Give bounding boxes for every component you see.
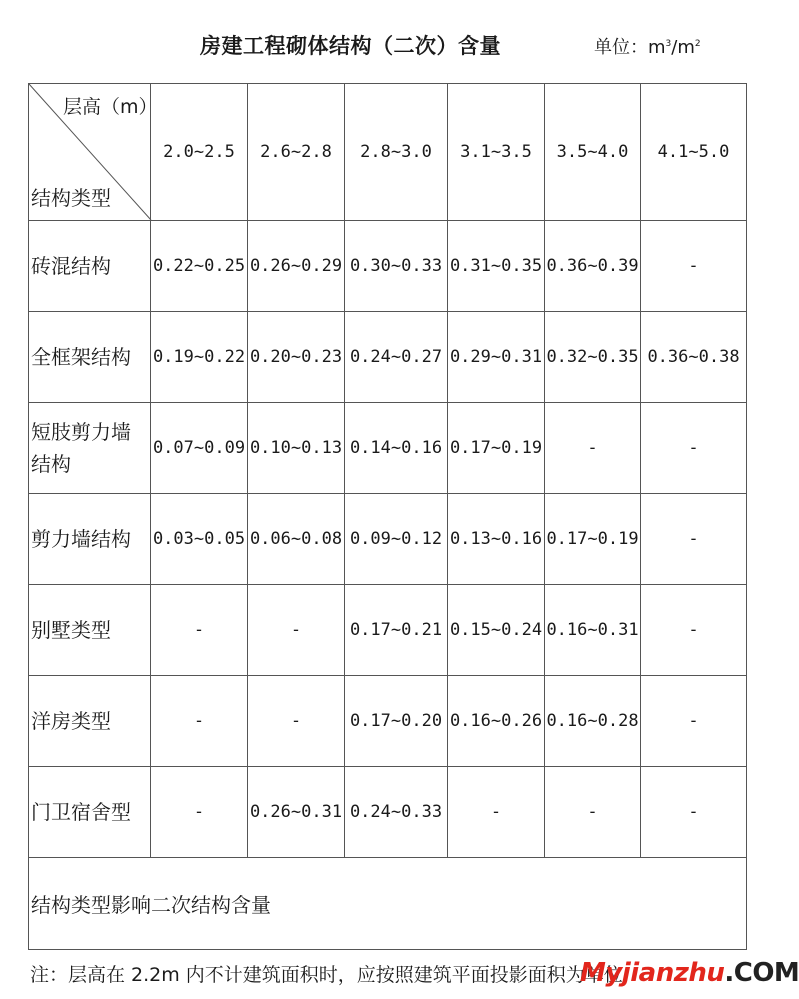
- table-row: [29, 676, 747, 767]
- table-cell: -: [641, 221, 747, 312]
- note-row: [29, 858, 747, 950]
- table-cell: 0.36~0.39: [545, 221, 641, 312]
- column-header: 2.0~2.5: [151, 84, 248, 221]
- footnote: 注：层高在 2.2m 内不计建筑面积时，应按照建筑平面投影面积为单位: [30, 964, 623, 986]
- column-header: 3.1~3.5: [448, 84, 545, 221]
- table-cell: 0.30~0.33: [345, 221, 448, 312]
- table-cell: -: [151, 767, 248, 858]
- note-cell: 结构类型影响二次结构含量: [29, 858, 747, 950]
- table-row: [29, 585, 747, 676]
- row-label: 砖混结构: [29, 221, 151, 312]
- table-cell: 0.20~0.23: [248, 312, 345, 403]
- column-header: 4.1~5.0: [641, 84, 747, 221]
- table-cell: 0.19~0.22: [151, 312, 248, 403]
- table-cell: 0.03~0.05: [151, 494, 248, 585]
- table-cell: -: [248, 585, 345, 676]
- table-cell: 0.29~0.31: [448, 312, 545, 403]
- unit-label: 单位：$m^3/m^2$: [594, 37, 701, 58]
- table-row: [29, 767, 747, 858]
- table-cell: 0.06~0.08: [248, 494, 345, 585]
- table-cell: -: [545, 403, 641, 494]
- column-header: 2.8~3.0: [345, 84, 448, 221]
- document-title: 房建工程砌体结构（二次）含量: [200, 34, 501, 58]
- table-row: [29, 494, 747, 585]
- column-header: 3.5~4.0: [545, 84, 641, 221]
- table-cell: -: [641, 585, 747, 676]
- watermark-logo: Myjianzhu.COM: [580, 958, 799, 988]
- table-cell: 0.24~0.27: [345, 312, 448, 403]
- table-cell: 0.07~0.09: [151, 403, 248, 494]
- table-cell: 0.31~0.35: [448, 221, 545, 312]
- header-row: [29, 84, 747, 221]
- table-cell: 0.26~0.29: [248, 221, 345, 312]
- corner-bottom-label: 结构类型: [31, 186, 111, 210]
- row-label: 洋房类型: [29, 676, 151, 767]
- row-label: 剪力墙结构: [29, 494, 151, 585]
- corner-cell: [29, 84, 158, 221]
- table-cell: 0.22~0.25: [151, 221, 248, 312]
- table-cell: 0.17~0.20: [345, 676, 448, 767]
- table-cell: 0.13~0.16: [448, 494, 545, 585]
- table-cell: 0.15~0.24: [448, 585, 545, 676]
- table-row: [29, 221, 747, 312]
- row-label: 全框架结构: [29, 312, 151, 403]
- table-cell: 0.26~0.31: [248, 767, 345, 858]
- table-cell: 0.36~0.38: [641, 312, 747, 403]
- table-cell: 0.32~0.35: [545, 312, 641, 403]
- table-cell: 0.16~0.28: [545, 676, 641, 767]
- column-header: 2.6~2.8: [248, 84, 345, 221]
- table-row: [29, 403, 747, 494]
- table-cell: -: [641, 676, 747, 767]
- table-cell: -: [641, 403, 747, 494]
- row-label: 短肢剪力墙结构: [29, 403, 151, 494]
- table-row: [29, 312, 747, 403]
- table-cell: 0.16~0.31: [545, 585, 641, 676]
- table-cell: 0.10~0.13: [248, 403, 345, 494]
- table-cell: 0.17~0.19: [545, 494, 641, 585]
- table-cell: -: [641, 767, 747, 858]
- content-table: [28, 83, 747, 950]
- table-cell: 0.09~0.12: [345, 494, 448, 585]
- table-cell: -: [641, 494, 747, 585]
- corner-top-label: 层高（m）: [63, 96, 158, 118]
- table-cell: -: [448, 767, 545, 858]
- table-cell: 0.16~0.26: [448, 676, 545, 767]
- row-label: 别墅类型: [29, 585, 151, 676]
- row-label: 门卫宿舍型: [29, 767, 151, 858]
- table-cell: -: [248, 676, 345, 767]
- table-cell: 0.24~0.33: [345, 767, 448, 858]
- table-cell: -: [151, 585, 248, 676]
- table-cell: 0.14~0.16: [345, 403, 448, 494]
- table-cell: 0.17~0.21: [345, 585, 448, 676]
- table-cell: -: [545, 767, 641, 858]
- table-cell: 0.17~0.19: [448, 403, 545, 494]
- table-cell: -: [151, 676, 248, 767]
